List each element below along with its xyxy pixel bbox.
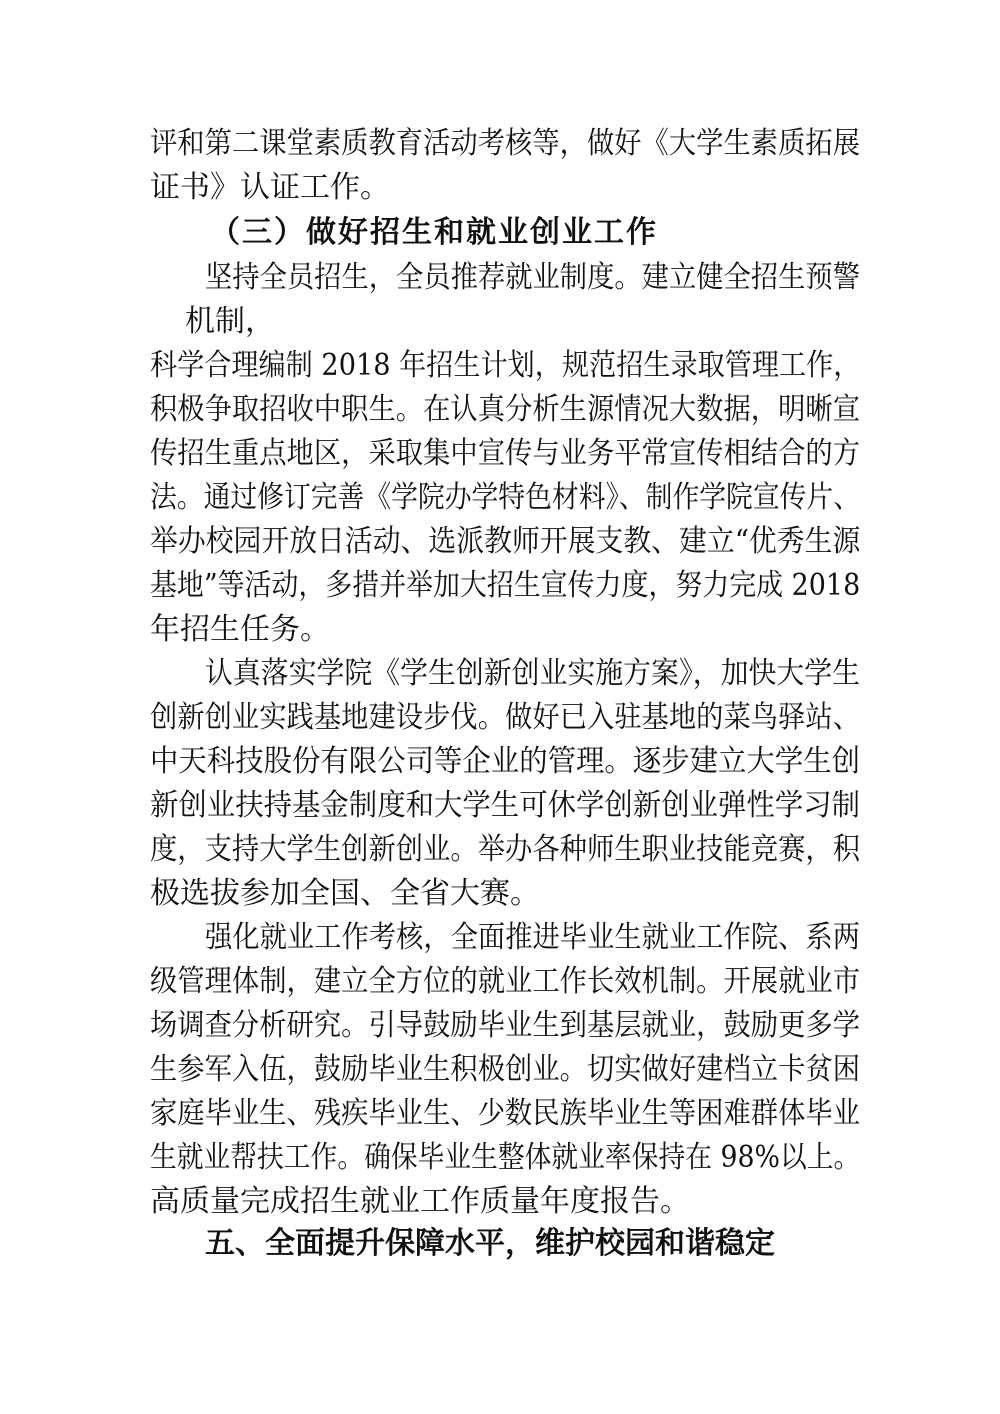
text-line: 极选拔参加全国、全省大赛。 bbox=[150, 876, 540, 911]
text-line: 生就业帮扶工作。确保毕业生整体就业率保持在 98%以上。 bbox=[150, 1140, 861, 1175]
text-line: 基地”等活动，多措并举加大招生宣传力度，努力完成 2018 bbox=[150, 568, 861, 603]
text-line: 创新创业实践基地建设步伐。做好已入驻基地的菜鸟驿站、 bbox=[150, 700, 861, 735]
text-line: 证书》认证工作。 bbox=[150, 170, 390, 205]
text-line: 举办校园开放日活动、选派教师开展支教、建立“优秀生源 bbox=[150, 524, 861, 559]
section-heading: （三）做好招生和就业创业工作 bbox=[210, 215, 658, 250]
text-line: 坚持全员招生，全员推荐就业制度。建立健全招生预警 bbox=[205, 260, 860, 295]
text-line: 级管理体制，建立全方位的就业工作长效机制。开展就业市 bbox=[150, 964, 861, 999]
text-line: 传招生重点地区，采取集中宣传与业务平常宣传相结合的方 bbox=[150, 436, 861, 471]
text-line: 高质量完成招生就业工作质量年度报告。 bbox=[150, 1184, 690, 1219]
text-line: 场调查分析研究。引导鼓励毕业生到基层就业，鼓励更多学 bbox=[150, 1008, 861, 1043]
text-line: 家庭毕业生、残疾毕业生、少数民族毕业生等困难群体毕业 bbox=[150, 1096, 861, 1131]
text-line: 法。通过修订完善《学院办学特色材料》、制作学院宣传片、 bbox=[150, 480, 861, 515]
chapter-heading: 五、全面提升保障水平，维护校园和谐稳定 bbox=[205, 1226, 775, 1261]
text-line: 认真落实学院《学生创新创业实施方案》，加快大学生 bbox=[205, 656, 861, 691]
text-line: 强化就业工作考核，全面推进毕业生就业工作院、系两 bbox=[205, 920, 860, 955]
text-line: 科学合理编制 2018 年招生计划，规范招生录取管理工作， bbox=[150, 348, 861, 383]
text-line: 评和第二课堂素质教育活动考核等，做好《大学生素质拓展 bbox=[150, 126, 861, 161]
text-line: 年招生任务。 bbox=[150, 612, 330, 647]
text-line: 生参军入伍，鼓励毕业生积极创业。切实做好建档立卡贫困 bbox=[150, 1052, 861, 1087]
text-line: 机制， bbox=[185, 304, 275, 339]
text-line: 新创业扶持基金制度和大学生可休学创新创业弹性学习制 bbox=[150, 788, 861, 823]
text-line: 积极争取招收中职生。在认真分析生源情况大数据，明晰宣 bbox=[150, 392, 861, 427]
text-line: 度，支持大学生创新创业。举办各种师生职业技能竞赛，积 bbox=[150, 832, 861, 867]
text-line: 中天科技股份有限公司等企业的管理。逐步建立大学生创 bbox=[150, 744, 861, 779]
